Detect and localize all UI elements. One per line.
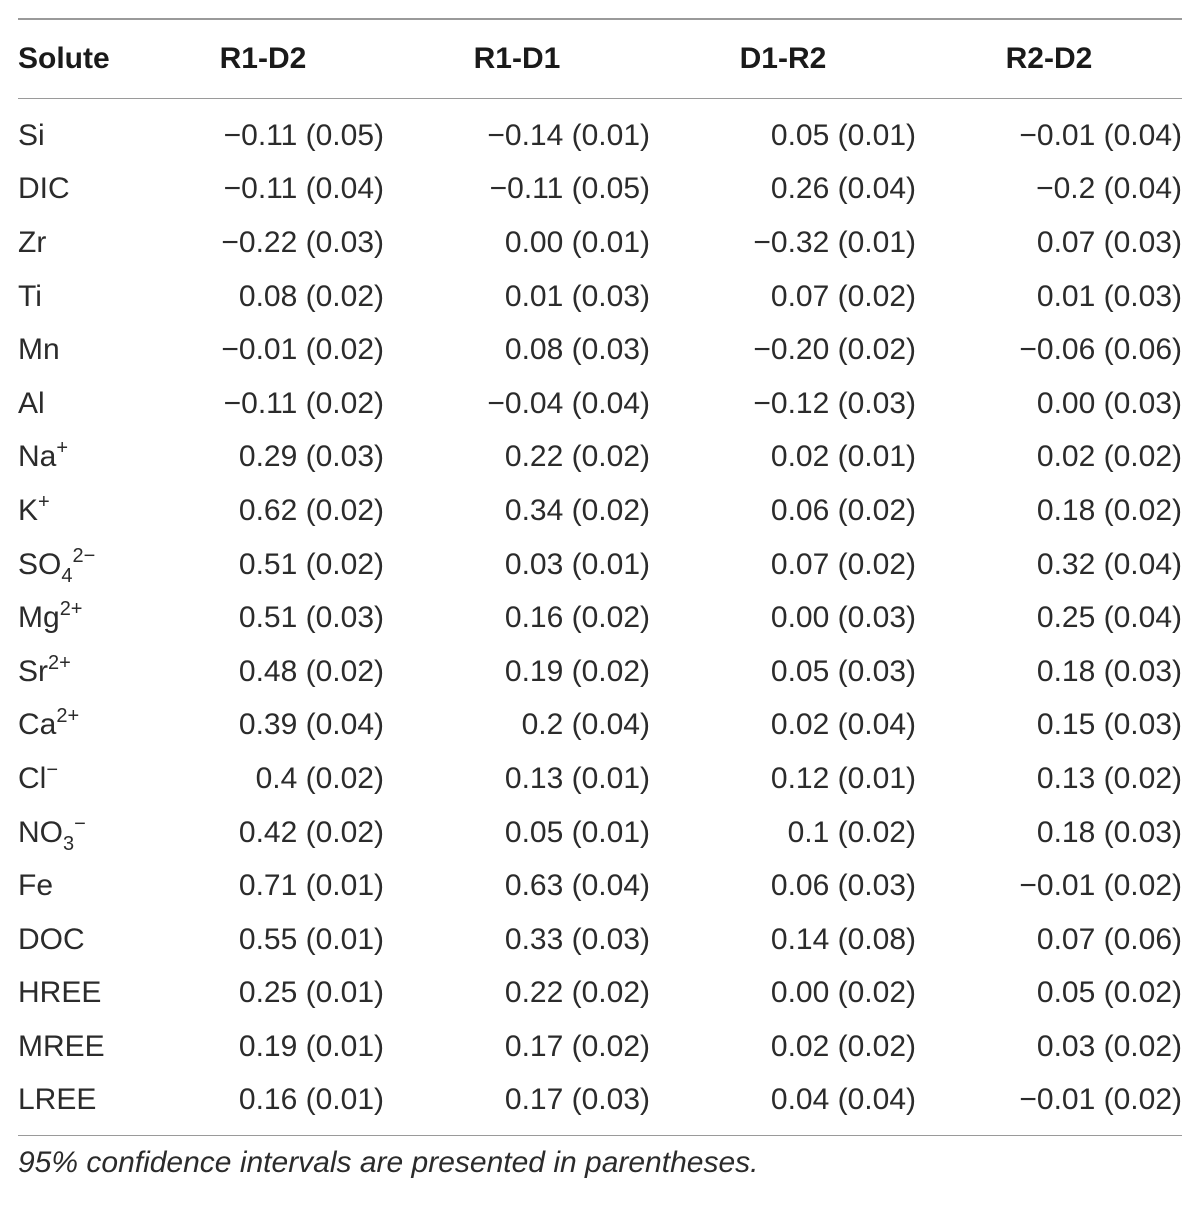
table-row — [18, 806, 1182, 860]
value-cell: 0.16 (0.01) — [238, 1083, 384, 1117]
solute-symbol: Ti — [18, 279, 42, 313]
solute-symbol: Mn — [18, 333, 60, 367]
solute-subscript: 3 — [63, 832, 75, 855]
value-cell: 0.51 (0.03) — [238, 601, 384, 635]
solute-symbol: Al — [18, 386, 45, 420]
table-row — [18, 538, 1182, 592]
value-cell: 0.42 (0.02) — [238, 815, 384, 849]
value-cell: 0.06 (0.02) — [770, 493, 916, 527]
solute-symbol: Mg — [18, 601, 60, 635]
solute-name — [18, 1020, 142, 1074]
table-row — [18, 323, 1182, 377]
solute-symbol: K — [18, 493, 39, 527]
value-cell: 0.25 (0.01) — [238, 976, 384, 1010]
table-row — [18, 913, 1182, 967]
value-cell: −0.11 (0.04) — [223, 172, 384, 206]
value-cell: 0.55 (0.01) — [238, 922, 384, 956]
solute-name — [18, 377, 142, 431]
value-cell: 0.07 (0.02) — [770, 547, 916, 581]
solute-symbol: Na — [18, 440, 57, 474]
table-row — [18, 967, 1182, 1021]
value-cell: −0.20 (0.02) — [753, 333, 916, 367]
value-cell: 0.62 (0.02) — [238, 493, 384, 527]
table-row — [18, 109, 1182, 163]
solute-charge: − — [46, 758, 59, 781]
value-cell: 0.13 (0.01) — [504, 761, 650, 795]
solute-symbol: DOC — [18, 922, 85, 956]
solute-symbol: LREE — [18, 1083, 97, 1117]
value-cell: −0.01 (0.02) — [221, 333, 384, 367]
value-cell: −0.22 (0.03) — [221, 225, 384, 259]
value-cell: −0.01 (0.04) — [1019, 118, 1182, 152]
value-cell: −0.11 (0.05) — [223, 118, 384, 152]
value-cell: 0.05 (0.01) — [504, 815, 650, 849]
value-cell: 0.00 (0.03) — [770, 601, 916, 635]
table-row — [18, 216, 1182, 270]
solute-charge: − — [74, 812, 86, 835]
value-cell: 0.05 (0.02) — [1036, 976, 1182, 1010]
table-row — [18, 752, 1182, 806]
solute-symbol: DIC — [18, 172, 70, 206]
value-cell: 0.22 (0.02) — [504, 976, 650, 1010]
table-row — [18, 270, 1182, 324]
solute-name — [18, 645, 142, 699]
value-cell: 0.01 (0.03) — [1036, 279, 1182, 313]
value-cell: 0.01 (0.03) — [504, 279, 650, 313]
solute-name — [18, 591, 142, 645]
value-cell: 0.13 (0.02) — [1036, 761, 1182, 795]
table-row — [18, 484, 1182, 538]
solute-table-body — [18, 109, 1182, 1127]
solute-name — [18, 163, 142, 217]
solute-name — [18, 216, 142, 270]
solute-charge: + — [56, 437, 69, 460]
value-cell: 0.17 (0.03) — [504, 1083, 650, 1117]
value-cell: 0.19 (0.02) — [504, 654, 650, 688]
value-cell: −0.01 (0.02) — [1019, 869, 1182, 903]
table-row — [18, 163, 1182, 217]
solute-name — [18, 913, 142, 967]
value-cell: −0.01 (0.02) — [1019, 1083, 1182, 1117]
value-cell: 0.02 (0.01) — [770, 440, 916, 474]
solute-name — [18, 109, 142, 163]
solute-name — [18, 270, 142, 324]
value-cell: 0.39 (0.04) — [238, 708, 384, 742]
solute-charge: 2− — [72, 544, 96, 567]
solute-symbol: MREE — [18, 1029, 105, 1063]
value-cell: 0.02 (0.02) — [770, 1029, 916, 1063]
column-header-r1-d1: R1-D1 — [473, 42, 561, 75]
value-cell: 0.08 (0.03) — [504, 333, 650, 367]
value-cell: 0.63 (0.04) — [504, 869, 650, 903]
table-row — [18, 431, 1182, 485]
column-header-d1-r2: D1-R2 — [739, 42, 827, 75]
value-cell: 0.33 (0.03) — [504, 922, 650, 956]
solute-symbol: Si — [18, 118, 45, 152]
table-footnote: 95% confidence intervals are presented in parentheses. — [18, 1146, 759, 1180]
value-cell: 0.04 (0.04) — [770, 1083, 916, 1117]
solute-charge: + — [38, 490, 50, 513]
solute-name — [18, 323, 142, 377]
solute-name — [18, 752, 142, 806]
solute-symbol: Fe — [18, 869, 54, 903]
table-row — [18, 1020, 1182, 1074]
value-cell: 0.02 (0.04) — [770, 708, 916, 742]
value-cell: 0.51 (0.02) — [238, 547, 384, 581]
value-cell: 0.03 (0.01) — [504, 547, 650, 581]
value-cell: 0.18 (0.02) — [1036, 493, 1182, 527]
table-row — [18, 699, 1182, 753]
value-cell: 0.71 (0.01) — [238, 869, 384, 903]
header-row — [18, 20, 1182, 98]
table-row — [18, 1074, 1182, 1128]
value-cell: 0.22 (0.02) — [504, 440, 650, 474]
solute-name — [18, 1074, 142, 1128]
value-cell: 0.48 (0.02) — [238, 654, 384, 688]
solute-name — [18, 538, 142, 592]
bottom-rule — [18, 1135, 1182, 1136]
table-row — [18, 377, 1182, 431]
value-cell: 0.06 (0.03) — [770, 869, 916, 903]
value-cell: 0.25 (0.04) — [1036, 601, 1182, 635]
solute-symbol: SO — [18, 547, 62, 581]
value-cell: −0.32 (0.01) — [753, 225, 916, 259]
value-cell: 0.14 (0.08) — [770, 922, 916, 956]
value-cell: 0.00 (0.02) — [770, 976, 916, 1010]
value-cell: 0.00 (0.03) — [1036, 386, 1182, 420]
table-row — [18, 859, 1182, 913]
value-cell: 0.02 (0.02) — [1036, 440, 1182, 474]
value-cell: 0.18 (0.03) — [1036, 654, 1182, 688]
table-row — [18, 645, 1182, 699]
column-header-r2-d2: R2-D2 — [1005, 42, 1093, 75]
value-cell: 0.07 (0.02) — [770, 279, 916, 313]
value-cell: 0.15 (0.03) — [1036, 708, 1182, 742]
value-cell: −0.11 (0.02) — [223, 386, 384, 420]
value-cell: 0.1 (0.02) — [787, 815, 916, 849]
solute-symbol: Cl — [18, 761, 47, 795]
solute-symbol: Zr — [18, 225, 47, 259]
table-row — [18, 591, 1182, 645]
value-cell: 0.03 (0.02) — [1036, 1029, 1182, 1063]
value-cell: 0.00 (0.01) — [504, 225, 650, 259]
value-cell: −0.06 (0.06) — [1019, 333, 1182, 367]
value-cell: 0.12 (0.01) — [770, 761, 916, 795]
value-cell: 0.32 (0.04) — [1036, 547, 1182, 581]
solute-symbol: NO — [18, 815, 63, 849]
value-cell: 0.29 (0.03) — [238, 440, 384, 474]
solute-charge: 2+ — [56, 705, 80, 728]
solute-charge: 2+ — [48, 651, 71, 674]
table-container — [18, 18, 1182, 1180]
solute-charge: 2+ — [59, 598, 83, 621]
value-cell: 0.2 (0.04) — [521, 708, 650, 742]
value-cell: −0.2 (0.04) — [1036, 172, 1182, 206]
solute-table — [18, 20, 1182, 98]
solute-name — [18, 699, 142, 753]
value-cell: 0.18 (0.03) — [1036, 815, 1182, 849]
value-cell: 0.19 (0.01) — [238, 1029, 384, 1063]
solute-symbol: HREE — [18, 976, 102, 1010]
value-cell: 0.16 (0.02) — [504, 601, 650, 635]
solute-name — [18, 859, 142, 913]
solute-symbol: Sr — [18, 654, 48, 688]
solute-name — [18, 806, 142, 860]
solute-subscript: 4 — [61, 564, 73, 587]
value-cell: 0.34 (0.02) — [504, 493, 650, 527]
solute-name — [18, 431, 142, 485]
column-header-solute: Solute — [18, 42, 110, 75]
value-cell: 0.05 (0.03) — [770, 654, 916, 688]
value-cell: 0.05 (0.01) — [770, 118, 916, 152]
solute-name — [18, 967, 142, 1021]
value-cell: 0.4 (0.02) — [255, 761, 384, 795]
value-cell: 0.08 (0.02) — [238, 279, 384, 313]
value-cell: −0.11 (0.05) — [489, 172, 650, 206]
value-cell: 0.26 (0.04) — [770, 172, 916, 206]
value-cell: 0.07 (0.06) — [1036, 922, 1182, 956]
solute-symbol: Ca — [18, 708, 57, 742]
value-cell: −0.12 (0.03) — [753, 386, 916, 420]
value-cell: 0.07 (0.03) — [1036, 225, 1182, 259]
value-cell: −0.14 (0.01) — [487, 118, 650, 152]
value-cell: −0.04 (0.04) — [487, 386, 650, 420]
solute-name — [18, 484, 142, 538]
value-cell: 0.17 (0.02) — [504, 1029, 650, 1063]
column-header-r1-d2: R1-D2 — [219, 42, 307, 75]
